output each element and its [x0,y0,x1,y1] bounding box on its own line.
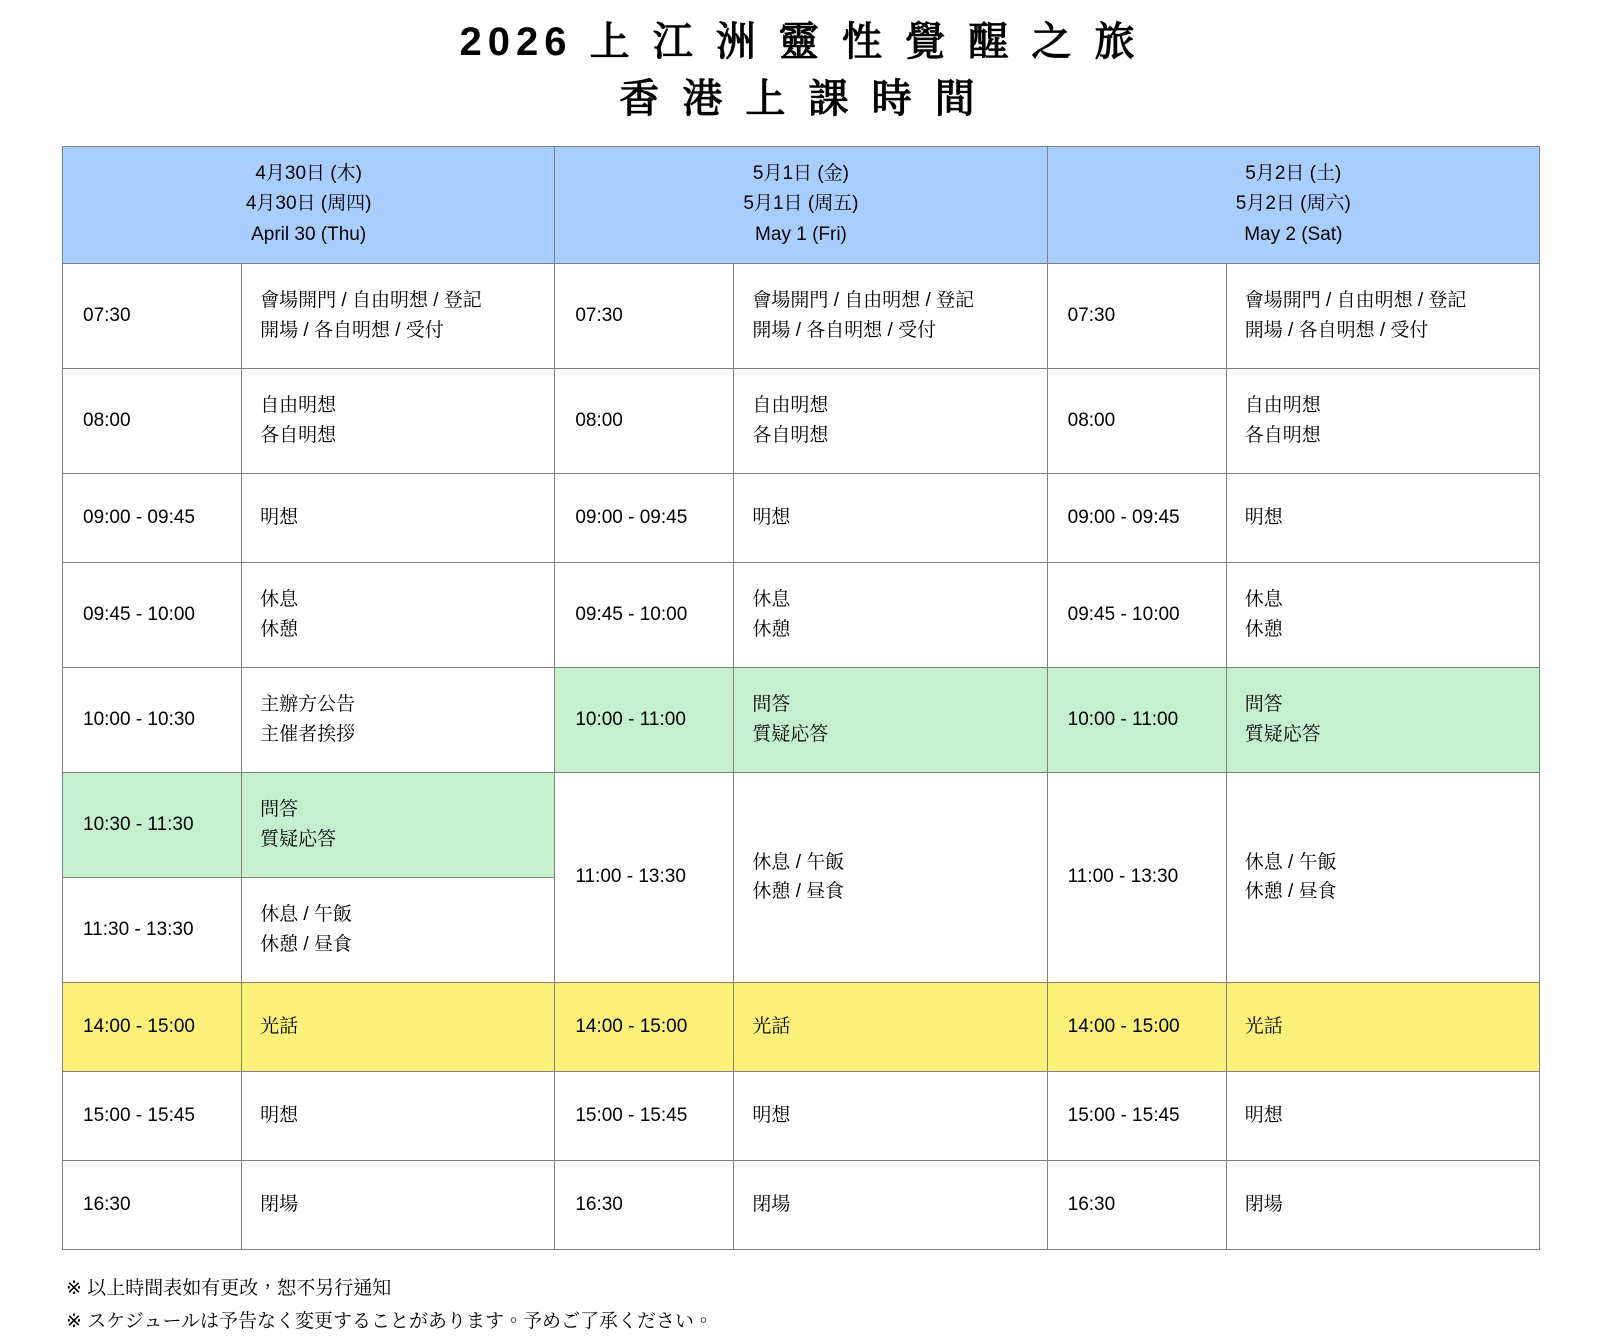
day1-time-1130: 11:30 - 13:30 [63,877,242,982]
day3-event-0800-zh: 自由明想 [1244,395,1321,417]
day-header-2 [555,146,1047,263]
day1-event-0730-zh: 會場開門 / 自由明想 / 登記 [260,290,482,312]
day2-time-0945: 09:45 - 10:00 [555,562,734,667]
day3-event-1630 [1226,1160,1539,1249]
day1-event-0730 [242,263,555,368]
table-row [63,667,1540,772]
day2-event-0945 [734,562,1047,667]
day2-event-1500-zh: 明想 [752,1105,791,1127]
day3-event-0730-jp: 開場 / 各自明想 / 受付 [1244,319,1429,341]
day2-event-1000-jp: 質疑応答 [752,723,829,745]
day1-time-0730: 07:30 [63,263,242,368]
day1-event-1000-jp: 主催者挨拶 [260,723,356,745]
day2-time-1500: 15:00 - 15:45 [555,1071,734,1160]
day2-event-1100-zh: 休息 / 午飯 [752,851,845,873]
day-header-1 [63,146,555,263]
day3-time-1100: 11:00 - 13:30 [1047,772,1226,982]
day3-time-0900: 09:00 - 09:45 [1047,473,1226,562]
table-row [63,368,1540,473]
day1-event-0800-jp: 各自明想 [260,424,337,446]
day1-event-0945-zh: 休息 [260,589,299,611]
day3-event-1000 [1226,667,1539,772]
day2-event-0730-zh: 會場開門 / 自由明想 / 登記 [752,290,975,312]
day1-time-0945: 09:45 - 10:00 [63,562,242,667]
day1-event-1630 [242,1160,555,1249]
day1-time-1400: 14:00 - 15:00 [63,982,242,1071]
day3-event-0945-jp: 休憩 [1244,618,1283,640]
day1-event-1000 [242,667,555,772]
day2-time-1630: 16:30 [555,1160,734,1249]
page-title [0,0,1600,128]
day1-event-1500-zh: 明想 [260,1105,299,1127]
day-header-3-en: May 2 (Sat) [1244,224,1343,246]
day2-event-0900-zh: 明想 [752,507,791,529]
day1-event-1000-zh: 主辦方公告 [260,694,356,716]
schedule-table-wrapper [62,146,1538,1250]
day-header-1-zh: 4月30日 (周四) [245,193,372,215]
table-row [63,562,1540,667]
day3-event-0945 [1226,562,1539,667]
day2-event-1100-jp: 休憩 / 昼食 [752,881,845,903]
day1-event-0800-zh: 自由明想 [260,395,337,417]
footnote-zh: ※ 以上時間表如有更改，恕不另行通知 [66,1277,392,1299]
day2-event-1100 [734,772,1047,982]
day1-event-1030-jp: 質疑応答 [260,828,337,850]
day3-event-1500 [1226,1071,1539,1160]
day1-event-0945-jp: 休憩 [260,618,299,640]
day3-event-1100-zh: 休息 / 午飯 [1244,851,1337,873]
day3-event-1630-zh: 閉場 [1244,1194,1283,1216]
day2-time-1000: 10:00 - 11:00 [555,667,734,772]
day2-event-1500 [734,1071,1047,1160]
day2-event-0800-zh: 自由明想 [752,395,829,417]
day3-event-0800 [1226,368,1539,473]
day3-event-1100-jp: 休憩 / 昼食 [1244,881,1337,903]
day1-event-1630-zh: 閉場 [260,1194,299,1216]
day1-event-1030-zh: 問答 [260,799,299,821]
day-header-2-zh: 5月1日 (周五) [743,193,859,215]
footnote-jp: ※ スケジュールは予告なく変更することがあります。予めご了承ください。 [66,1311,714,1333]
day1-time-1630: 16:30 [63,1160,242,1249]
day3-event-1000-jp: 質疑応答 [1244,723,1321,745]
table-row [63,473,1540,562]
day2-event-0945-zh: 休息 [752,589,791,611]
title-line-1: 2026 上 江 洲 靈 性 覺 醒 之 旅 [459,20,1141,64]
day-header-1-en: April 30 (Thu) [251,224,367,246]
day3-event-0730 [1226,263,1539,368]
day2-event-0730-jp: 開場 / 各自明想 / 受付 [752,319,937,341]
day1-event-0945 [242,562,555,667]
day1-event-1500 [242,1071,555,1160]
day3-time-1630: 16:30 [1047,1160,1226,1249]
day3-event-1400-zh: 光話 [1244,1016,1283,1038]
day1-event-1030 [242,772,555,877]
day3-time-1400: 14:00 - 15:00 [1047,982,1226,1071]
day2-event-0800 [734,368,1047,473]
day3-time-0800: 08:00 [1047,368,1226,473]
day-header-2-en: May 1 (Fri) [755,224,847,246]
day1-event-0730-jp: 開場 / 各自明想 / 受付 [260,319,444,341]
day3-time-1500: 15:00 - 15:45 [1047,1071,1226,1160]
day-header-3 [1047,146,1539,263]
table-row [63,772,1540,877]
table-row [63,263,1540,368]
day3-time-0945: 09:45 - 10:00 [1047,562,1226,667]
day1-event-0800 [242,368,555,473]
day1-time-1030: 10:30 - 11:30 [63,772,242,877]
day2-event-1400-zh: 光話 [752,1016,791,1038]
day2-time-1100: 11:00 - 13:30 [555,772,734,982]
day2-event-0800-jp: 各自明想 [752,424,829,446]
day2-event-1630 [734,1160,1047,1249]
day1-time-1500: 15:00 - 15:45 [63,1071,242,1160]
day1-event-0900-zh: 明想 [260,507,299,529]
table-row [63,1071,1540,1160]
day3-event-0900 [1226,473,1539,562]
day3-time-0730: 07:30 [1047,263,1226,368]
day3-event-0730-zh: 會場開門 / 自由明想 / 登記 [1244,290,1467,312]
day3-event-1500-zh: 明想 [1244,1105,1283,1127]
day3-event-1000-zh: 問答 [1244,694,1283,716]
day-header-3-jp: 5月2日 (土) [1245,162,1342,184]
day1-event-1400 [242,982,555,1071]
day2-event-0730 [734,263,1047,368]
schedule-table [62,146,1540,1250]
day3-time-1000: 10:00 - 11:00 [1047,667,1226,772]
day3-event-0900-zh: 明想 [1244,507,1283,529]
table-header-row [63,146,1540,263]
day1-event-0900 [242,473,555,562]
day2-time-1400: 14:00 - 15:00 [555,982,734,1071]
day2-time-0730: 07:30 [555,263,734,368]
day1-event-1130-jp: 休憩 / 昼食 [260,933,352,955]
table-row [63,982,1540,1071]
day2-time-0800: 08:00 [555,368,734,473]
footnotes [66,1272,1538,1338]
day2-event-1630-zh: 閉場 [752,1194,791,1216]
day2-event-1000 [734,667,1047,772]
day3-event-0945-zh: 休息 [1244,589,1283,611]
day1-event-1400-zh: 光話 [260,1016,299,1038]
day3-event-1400 [1226,982,1539,1071]
day2-event-1400 [734,982,1047,1071]
day1-event-1130 [242,877,555,982]
day1-event-1130-zh: 休息 / 午飯 [260,904,352,926]
day3-event-0800-jp: 各自明想 [1244,424,1321,446]
day1-time-1000: 10:00 - 10:30 [63,667,242,772]
day1-time-0800: 08:00 [63,368,242,473]
day2-event-0945-jp: 休憩 [752,618,791,640]
day2-time-0900: 09:00 - 09:45 [555,473,734,562]
day-header-3-zh: 5月2日 (周六) [1235,193,1351,215]
day1-time-0900: 09:00 - 09:45 [63,473,242,562]
day-header-2-jp: 5月1日 (金) [752,162,849,184]
day-header-1-jp: 4月30日 (木) [255,162,362,184]
title-line-2: 香 港 上 課 時 間 [619,76,981,121]
day3-event-1100 [1226,772,1539,982]
day2-event-1000-zh: 問答 [752,694,791,716]
table-row [63,1160,1540,1249]
day2-event-0900 [734,473,1047,562]
